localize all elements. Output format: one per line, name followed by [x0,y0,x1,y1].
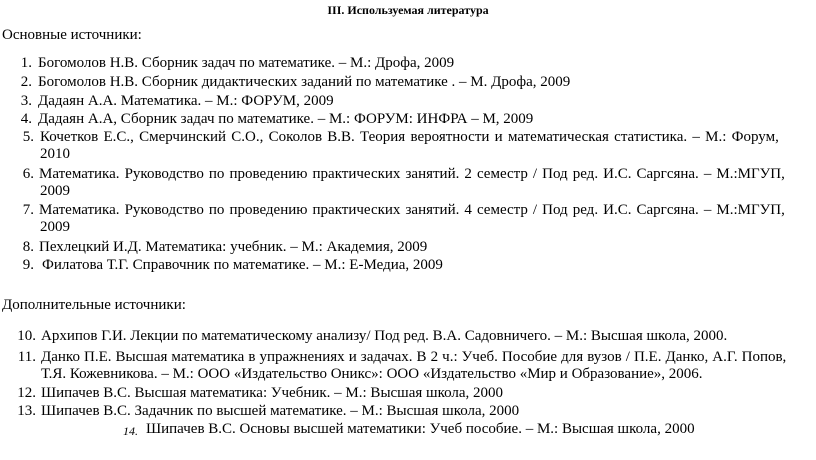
item-number: 7. [22,202,34,218]
item-text: Богомолов Н.В. Сборник дидактических заданий по математике . – М. Дрофа, 2009 [38,74,571,90]
item-number: 14. [123,424,138,438]
item-continuation: 2009 [40,183,70,199]
item-number: 10. [17,328,36,344]
item-text: Шипачев В.С. Задачник по высшей математике. – М.: Высшая школа, 2000 [41,403,520,419]
item-number: 1. [20,55,32,71]
item-text: Дадаян А.А, Сборник задач по математике. – М.: ФОРУМ: ИНФРА – М, 2009 [38,111,534,127]
item-number: 9. [22,257,34,273]
item-number: 8. [22,239,34,255]
item-text: Данко П.Е. Высшая математика в упражнениях и задачах. В 2 ч.: Учеб. Пособие для вузов / П.Е. Данко, А.Г. Попов, [41,349,787,365]
item-text: Шипачев В.С. Основы высшей математики: Учеб пособие. – М.: Высшая школа, 2000 [146,421,695,437]
item-number: 12. [17,385,36,401]
item-number: 13. [17,403,36,419]
item-number: 4. [20,111,32,127]
item-number: 11. [17,349,36,365]
item-text: Филатова Т.Г. Справочник по математике. – М.: Е-Медиа, 2009 [42,257,443,273]
item-text: Архипов Г.И. Лекции по математическому анализу/ Под ред. В.А. Садовничего. – М.: Высшая школа, 2000. [41,328,728,344]
item-text: Богомолов Н.В. Сборник задач по математике. – М.: Дрофа, 2009 [38,55,455,71]
item-text: Пехлецкий И.Д. Математика: учебник. – М.: Академия, 2009 [39,239,428,255]
item-number: 2. [20,74,32,90]
main-sources-heading: Основные источники: [2,27,142,43]
item-continuation: 2009 [40,219,70,235]
item-number: 6. [22,166,34,182]
item-text: Дадаян А.А. Математика. – М.: ФОРУМ, 2009 [38,93,334,109]
item-number: 3. [20,93,32,109]
item-text: Математика. Руководство по проведению практических занятий. 4 семестр / Под ред. И.С. Саргсяна. – М.:МГУП, [39,202,785,218]
page-title: III. Используемая литература [327,3,489,17]
item-text: Математика. Руководство по проведению практических занятий. 2 семестр / Под ред. И.С. Саргсяна. – М.:МГУП, [39,166,785,182]
extra-sources-heading: Дополнительные источники: [2,297,186,313]
item-number: 5. [22,129,34,145]
item-continuation: 2010 [40,146,70,162]
item-continuation: Т.Я. Кожевникова. – М.: ООО «Издательство Оникс»: ООО «Издательство «Мир и Образование», 2006. [41,366,703,382]
item-text: Кочетков Е.С., Смерчинский С.О., Соколов В.В. Теория вероятности и математическая статистика. – М.: Форум, [40,129,779,145]
item-text: Шипачев В.С. Высшая математика: Учебник. – М.: Высшая школа, 2000 [41,385,504,401]
